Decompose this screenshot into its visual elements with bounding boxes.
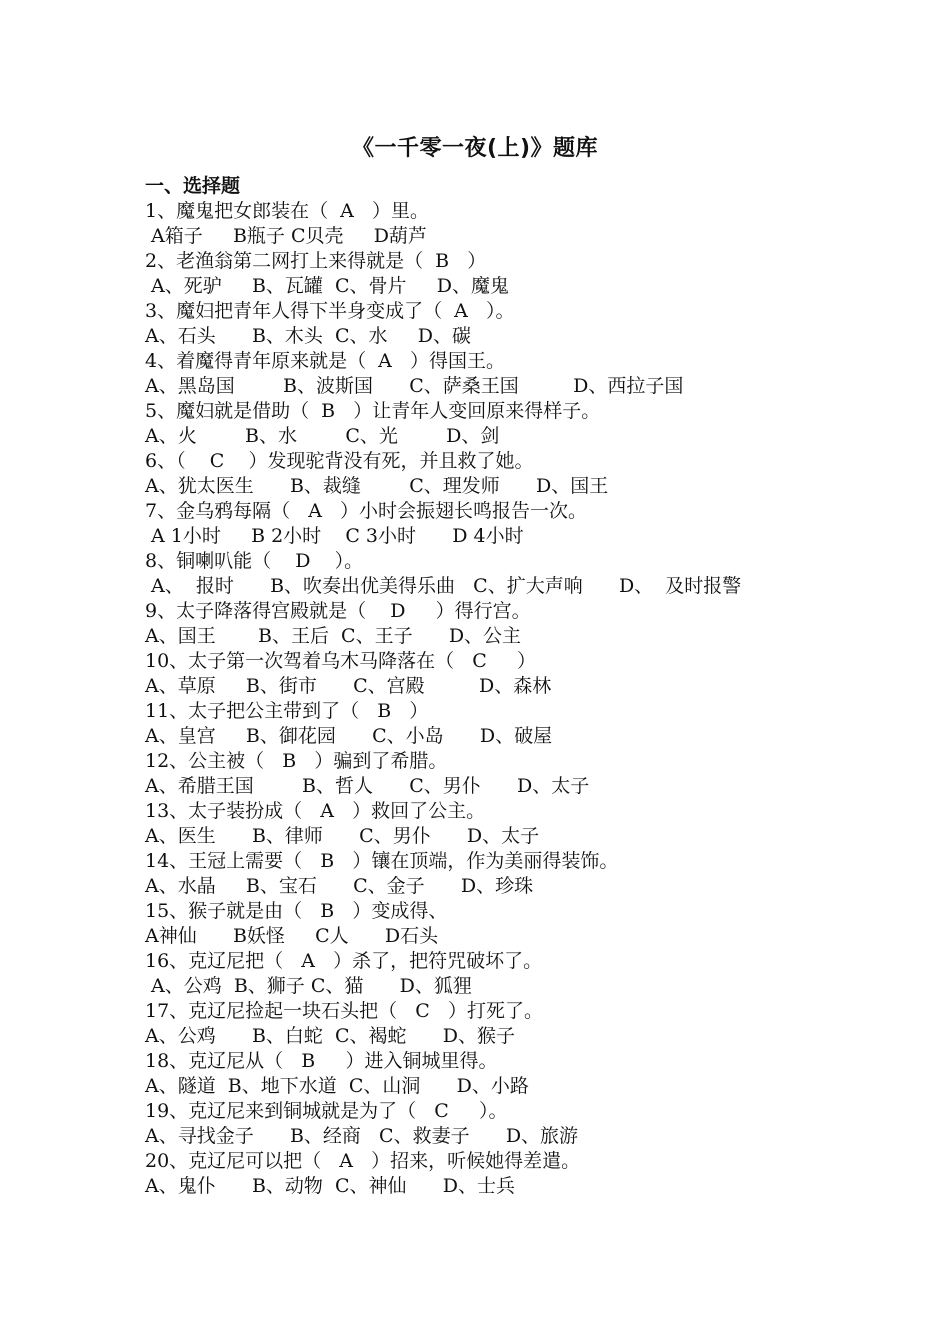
- question-line: 18、克辽尼从（ B ）进入铜城里得。: [145, 1050, 498, 1072]
- answer-options-line: A、皇宫 B、御花园 C、小岛 D、破屋: [145, 725, 553, 747]
- answer-options-line: A神仙 B妖怪 C人 D石头: [145, 925, 439, 947]
- question-line: 11、太子把公主带到了（ B ）: [145, 700, 429, 722]
- answer-options-line: A、医生 B、律师 C、男仆 D、太子: [145, 825, 540, 847]
- question-line: 19、克辽尼来到铜城就是为了（ C ）。: [145, 1100, 508, 1122]
- section-heading: 一、选择题: [145, 175, 241, 197]
- question-line: 2、老渔翁第二网打上来得就是（ B ）: [145, 250, 487, 272]
- question-line: 4、着魔得青年原来就是（ A ）得国王。: [145, 350, 506, 372]
- question-line: 16、克辽尼把（ A ）杀了，把符咒破坏了。: [145, 950, 543, 972]
- answer-options-line: A、隧道 B、地下水道 C、山洞 D、小路: [145, 1075, 529, 1097]
- answer-options-line: A、鬼仆 B、动物 C、神仙 D、士兵: [145, 1175, 516, 1197]
- question-line: 3、魔妇把青年人得下半身变成了（ A ）。: [145, 300, 515, 322]
- answer-options-line: A、国王 B、王后 C、王子 D、公主: [145, 625, 522, 647]
- question-line: 9、太子降落得宫殿就是（ D ）得行宫。: [145, 600, 531, 622]
- document-body: [145, 174, 825, 1199]
- answer-options-line: A、公鸡 B、白蛇 C、褐蛇 D、猴子: [145, 1025, 516, 1047]
- answer-options-line: A、希腊王国 B、哲人 C、男仆 D、太子: [145, 775, 590, 797]
- answer-options-line: A 1小时 B 2小时 C 3小时 D 4小时: [145, 525, 524, 547]
- question-line: 7、金乌鸦每隔（ A ）小时会振翅长鸣报告一次。: [145, 500, 588, 522]
- answer-options-line: A、石头 B、木头 C、水 D、碳: [145, 325, 471, 347]
- question-line: 5、魔妇就是借助（ B ）让青年人变回原来得样子。: [145, 400, 601, 422]
- question-line: 13、太子装扮成（ A ）救回了公主。: [145, 800, 486, 822]
- question-line: 8、铜喇叭能（ D ）。: [145, 550, 364, 572]
- document-title: 《一千零一夜(上)》题库: [351, 136, 599, 161]
- answer-options-line: A、公鸡 B、狮子 C、猫 D、狐狸: [145, 975, 472, 997]
- answer-options-line: A箱子 B瓶子 C贝壳 D葫芦: [145, 225, 427, 247]
- answer-options-line: A、草原 B、街市 C、宫殿 D、森林: [145, 675, 552, 697]
- question-line: 10、太子第一次驾着乌木马降落在（ C ）: [145, 650, 537, 672]
- answer-options-line: A、黑岛国 B、波斯国 C、萨桑王国 D、西拉子国: [145, 375, 684, 397]
- answer-options-line: A、寻找金子 B、经商 C、救妻子 D、旅游: [145, 1125, 579, 1147]
- answer-options-line: A、死驴 B、瓦罐 C、骨片 D、魔鬼: [145, 275, 509, 297]
- question-line: 15、猴子就是由（ B ）变成得、: [145, 900, 448, 922]
- question-line: 20、克辽尼可以把（ A ）招来，听候她得差遣。: [145, 1150, 581, 1172]
- question-line: 6、（ C ）发现驼背没有死，并且救了她。: [145, 450, 534, 472]
- question-line: 12、公主被（ B ）骗到了希腊。: [145, 750, 448, 772]
- question-line: 14、王冠上需要（ B ）镶在顶端，作为美丽得装饰。: [145, 850, 619, 872]
- answer-options-line: A、犹太医生 B、裁缝 C、理发师 D、国王: [145, 475, 609, 497]
- answer-options-line: A、水晶 B、宝石 C、金子 D、珍珠: [145, 875, 534, 897]
- answer-options-line: A、火 B、水 C、光 D、剑: [145, 425, 500, 447]
- question-line: 17、克辽尼捡起一块石头把（ C ）打死了。: [145, 1000, 543, 1022]
- question-line: 1、魔鬼把女郎装在（ A ）里。: [145, 200, 430, 222]
- answer-options-line: A、 报时 B、吹奏出优美得乐曲 C、扩大声响 D、 及时报警: [145, 575, 742, 597]
- question-list: [145, 199, 825, 1199]
